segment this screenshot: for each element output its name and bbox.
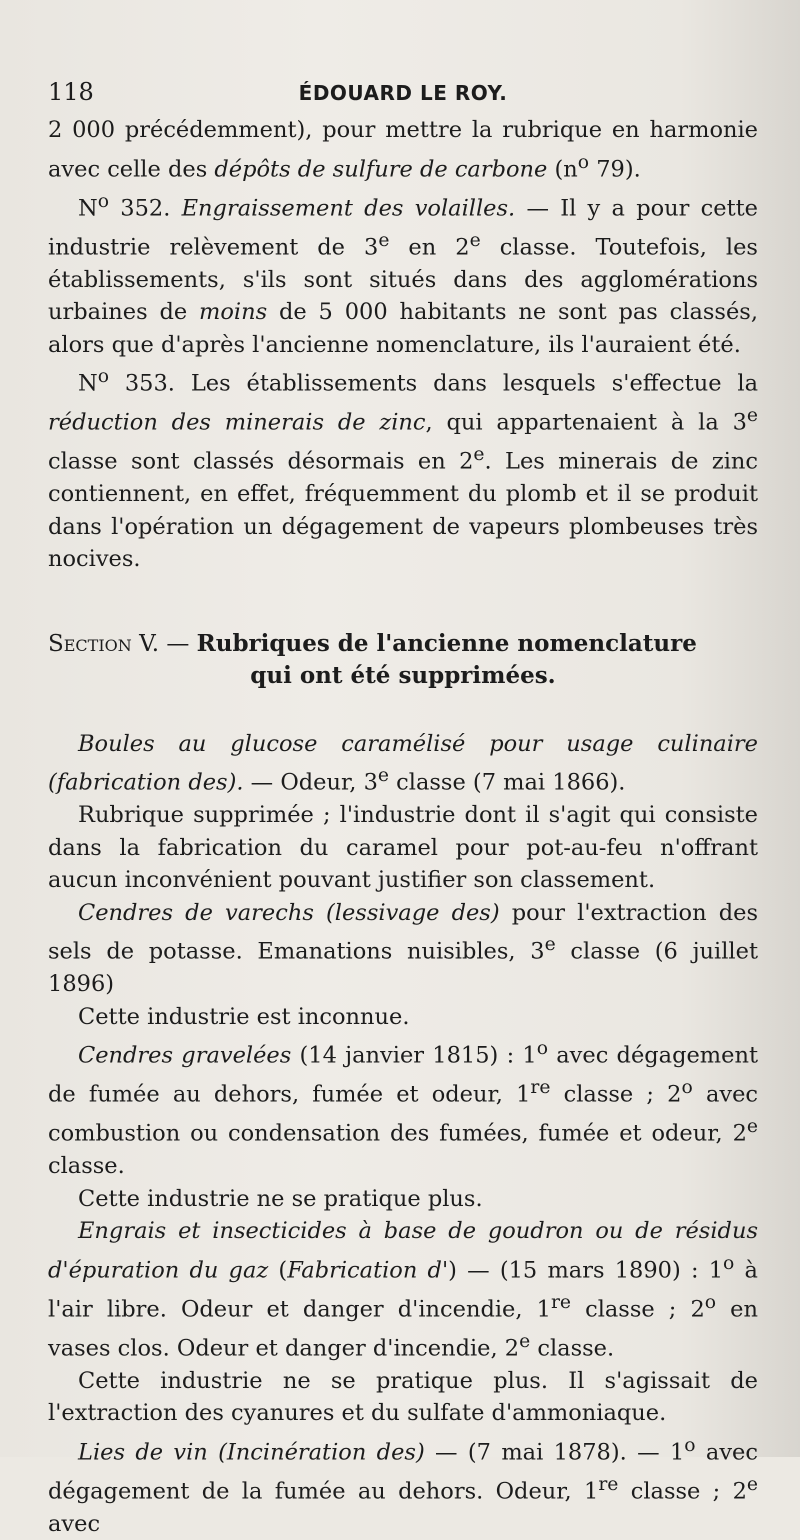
running-head: ÉDOUARD LE ROY. xyxy=(138,81,668,105)
paragraph-p4: Rubrique supprimée ; l'industrie dont il s'agit qui consiste dans la fabrication du caramel pour pot-au-feu n'offrant aucun inconvénient pouvant justifier son classement. xyxy=(48,799,758,897)
paragraph-p10: Cette industrie ne se pratique plus. Il s'agissait de l'extraction des cyanures et du sulfate d'ammoniaque. xyxy=(48,1365,758,1430)
paragraph-p2: $N^o$ 353. Les établissements dans lesquels s'effectue la réduction des minerais de zinc, qui appartenaient à la 3e classe sont classés désormais en 2e. Les minerais de zinc contiennent, en effet, fréquemment du plomb et il se produit dans l'opération un dégagement de vapeurs plombeuses très nocives. xyxy=(48,361,758,576)
paragraph-p11: Lies de vin (Incinération des) — (7 mai 1878). — 1$^o$ avec dégagement de la fumée au dehors. Odeur, 1re classe ; 2e avec xyxy=(48,1430,758,1540)
section-heading xyxy=(48,628,758,692)
paragraphs-after-section xyxy=(48,728,758,1540)
paragraph-p3: Boules au glucose caramélisé pour usage culinaire (fabrication des). — Odeur, 3e classe (7 mai 1866). xyxy=(48,728,758,800)
paragraphs-before-section xyxy=(48,114,758,576)
section-label: Section V. xyxy=(48,631,159,657)
paragraph-p1: $N^o$ 352. Engraissement des volailles. — Il y a pour cette industrie relèvement de 3e en 2e classe. Toutefois, les établissements, s'ils sont situés dans des agglomérations urbaines de moins de 5 000 habitants ne sont pas classés, alors que d'après l'ancienne nomenclature, ils l'auraient été. xyxy=(48,186,758,362)
paragraph-p0: 2 000 précédemment), pour mettre la rubrique en harmonie avec celle des dépôts de sulfure de carbone ($n^o$ 79). xyxy=(48,114,758,186)
section-dash: — xyxy=(166,631,189,657)
paragraph-p6: Cette industrie est inconnue. xyxy=(48,1001,758,1034)
paragraph-p9: Engrais et insecticides à base de goudron ou de résidus d'épuration du gaz (Fabrication d') — (15 mars 1890) : 1$^o$ à l'air libre. Odeur et danger d'incendie, 1re classe ; 2$^o$ en vases clos. Odeur et danger d'incendie, 2e classe. xyxy=(48,1215,758,1365)
page-body xyxy=(48,114,758,1540)
paragraph-p8: Cette industrie ne se pratique plus. xyxy=(48,1183,758,1216)
paragraph-p7: Cendres gravelées (14 janvier 1815) : 1$^o$ avec dégagement de fumée au dehors, fumée et odeur, 1re classe ; 2$^o$ avec combustion ou condensation des fumées, fumée et odeur, 2e classe. xyxy=(48,1033,758,1183)
paragraph-p5: Cendres de varechs (lessivage des) pour l'extraction des sels de potasse. Emanations nuisibles, 3e classe (6 juillet 1896) xyxy=(48,897,758,1001)
page-header xyxy=(48,78,758,114)
section-title-line2: qui ont été supprimées. xyxy=(48,660,758,692)
section-title-line1: Rubriques de l'ancienne nomenclature xyxy=(197,630,697,657)
page-number: 118 xyxy=(48,78,138,106)
